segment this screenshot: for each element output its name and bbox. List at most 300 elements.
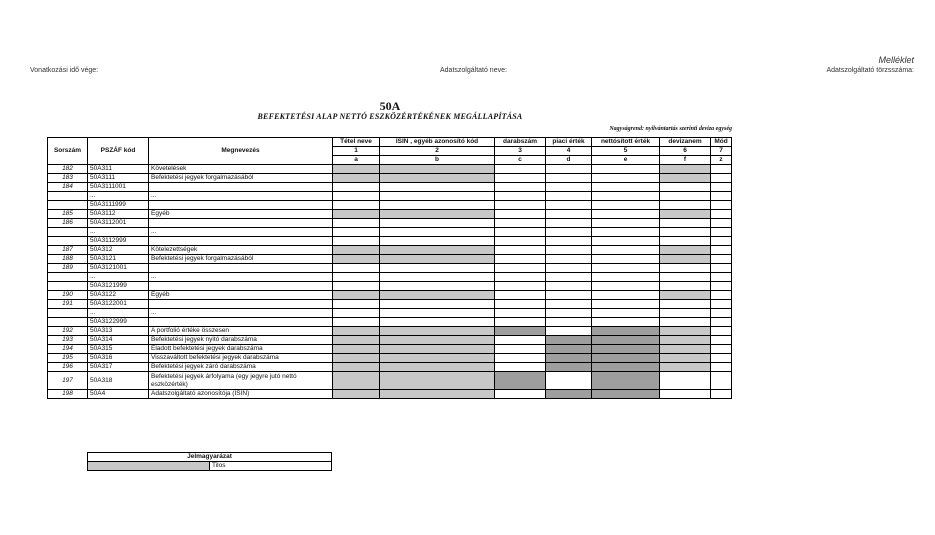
row-cell-col-3[interactable] <box>495 264 546 273</box>
row-pszaf-kod: 50A313 <box>88 327 149 336</box>
row-cell-col-7[interactable] <box>711 390 732 399</box>
nagysagrend-note: Nagyságrend: nyilvántartás szerinti deviza egység <box>609 126 732 132</box>
row-cell-col-6[interactable] <box>660 201 711 210</box>
col-1-label: Tétel neve <box>333 138 380 147</box>
row-cell-col-4 <box>546 363 592 372</box>
row-cell-col-3[interactable] <box>495 183 546 192</box>
row-cell-col-4[interactable] <box>546 228 592 237</box>
row-cell-col-2 <box>380 327 495 336</box>
row-cell-col-4[interactable] <box>546 327 592 336</box>
row-cell-col-4 <box>546 345 592 354</box>
col-3-num: 3 <box>495 147 546 156</box>
row-cell-col-3[interactable] <box>495 291 546 300</box>
row-cell-col-7[interactable] <box>711 183 732 192</box>
row-pszaf-kod: 50A3112001 <box>88 219 149 228</box>
row-cell-col-4[interactable] <box>546 309 592 318</box>
row-cell-col-1 <box>333 291 380 300</box>
col-6-label: devizanem <box>660 138 711 147</box>
row-cell-col-1 <box>333 210 380 219</box>
row-cell-col-3[interactable] <box>495 390 546 399</box>
row-cell-col-2 <box>380 345 495 354</box>
row-cell-col-1 <box>333 174 380 183</box>
legend-table <box>87 452 332 471</box>
row-cell-col-6[interactable] <box>660 273 711 282</box>
row-pszaf-kod: 50A318 <box>88 372 149 390</box>
col-4-label: piaci érték <box>546 138 592 147</box>
row-cell-col-3[interactable] <box>495 345 546 354</box>
row-pszaf-kod: 50A3121 <box>88 255 149 264</box>
table-row <box>48 354 732 363</box>
row-cell-col-5[interactable] <box>592 192 660 201</box>
row-cell-col-2 <box>380 246 495 255</box>
table-row <box>48 165 732 174</box>
row-cell-col-7[interactable] <box>711 282 732 291</box>
row-cell-col-1 <box>333 327 380 336</box>
row-cell-col-3[interactable] <box>495 318 546 327</box>
row-cell-col-3[interactable] <box>495 246 546 255</box>
row-cell-col-7[interactable] <box>711 372 732 390</box>
row-megnevezes: A portfolió értéke összesen <box>149 327 333 336</box>
row-pszaf-kod: 50A3112999 <box>88 237 149 246</box>
row-cell-col-6[interactable] <box>660 264 711 273</box>
row-pszaf-kod: 50A3121001 <box>88 264 149 273</box>
row-cell-col-6[interactable] <box>660 219 711 228</box>
row-cell-col-4 <box>546 336 592 345</box>
row-cell-col-6 <box>660 291 711 300</box>
row-megnevezes: Befektetési jegyek forgalmazásából <box>149 174 333 183</box>
row-cell-col-6[interactable] <box>660 390 711 399</box>
row-megnevezes <box>149 219 333 228</box>
row-cell-col-1 <box>333 363 380 372</box>
row-cell-col-5[interactable] <box>592 201 660 210</box>
adatszolgaltato-neve-label: Adatszolgáltató neve: <box>440 67 507 74</box>
row-sorszam: 194 <box>48 345 88 354</box>
row-cell-col-4[interactable] <box>546 282 592 291</box>
row-cell-col-6 <box>660 165 711 174</box>
row-cell-col-4 <box>546 354 592 363</box>
row-sorszam <box>48 282 88 291</box>
row-cell-col-3[interactable] <box>495 174 546 183</box>
row-cell-col-3 <box>495 327 546 336</box>
row-sorszam: 182 <box>48 165 88 174</box>
row-cell-col-7[interactable] <box>711 165 732 174</box>
col-1-letter: a <box>333 156 380 165</box>
row-cell-col-6 <box>660 246 711 255</box>
row-megnevezes: Kötelezettségek <box>149 246 333 255</box>
row-cell-col-6 <box>660 354 711 363</box>
legend-label: Tilos <box>210 462 332 471</box>
table-row <box>48 174 732 183</box>
table-row <box>48 192 732 201</box>
row-pszaf-kod: 50A3111 <box>88 174 149 183</box>
row-pszaf-kod: 50A3122 <box>88 291 149 300</box>
row-pszaf-kod: 50A3111001 <box>88 183 149 192</box>
row-megnevezes: Befektetési jegyek forgalmazásából <box>149 255 333 264</box>
header-row-labels <box>48 138 732 147</box>
row-pszaf-kod: ... <box>88 228 149 237</box>
row-cell-col-5[interactable] <box>592 282 660 291</box>
table-row <box>48 309 732 318</box>
row-cell-col-5 <box>592 372 660 390</box>
row-pszaf-kod: 50A3122999 <box>88 318 149 327</box>
form-title: BEFEKTETÉSI ALAP NETTÓ ESZKÖZÉRTÉKÉNEK MEGÁLLAPÍTÁSA <box>257 112 523 121</box>
row-cell-col-2[interactable] <box>380 183 495 192</box>
col-sorszam: Sorszám <box>48 138 88 165</box>
row-megnevezes: ... <box>149 192 333 201</box>
row-sorszam <box>48 309 88 318</box>
row-pszaf-kod: 50A314 <box>88 336 149 345</box>
row-cell-col-4[interactable] <box>546 255 592 264</box>
col-pszaf-kod: PSZÁF kód <box>88 138 149 165</box>
row-cell-col-3[interactable] <box>495 300 546 309</box>
row-cell-col-6[interactable] <box>660 228 711 237</box>
row-cell-col-7[interactable] <box>711 273 732 282</box>
legend-swatch <box>88 462 210 471</box>
row-cell-col-7[interactable] <box>711 354 732 363</box>
row-cell-col-2[interactable] <box>380 309 495 318</box>
table-row <box>48 345 732 354</box>
melleklet-label: Melléklet <box>878 55 914 65</box>
row-megnevezes <box>149 201 333 210</box>
row-cell-col-4 <box>546 390 592 399</box>
row-pszaf-kod: 50A3122001 <box>88 300 149 309</box>
row-cell-col-2[interactable] <box>380 318 495 327</box>
torzsszam-label: Adatszolgáltató törzsszáma: <box>826 67 914 74</box>
col-6-num: 6 <box>660 147 711 156</box>
row-cell-col-1 <box>333 246 380 255</box>
row-cell-col-5[interactable] <box>592 219 660 228</box>
row-cell-col-6[interactable] <box>660 300 711 309</box>
table-row <box>48 219 732 228</box>
row-sorszam: 189 <box>48 264 88 273</box>
row-cell-col-5[interactable] <box>592 165 660 174</box>
row-pszaf-kod: 50A316 <box>88 354 149 363</box>
col-4-letter: d <box>546 156 592 165</box>
row-megnevezes <box>149 183 333 192</box>
row-sorszam <box>48 192 88 201</box>
row-cell-col-5[interactable] <box>592 183 660 192</box>
row-cell-col-5[interactable] <box>592 237 660 246</box>
row-cell-col-1[interactable] <box>333 219 380 228</box>
row-megnevezes <box>149 237 333 246</box>
row-cell-col-4[interactable] <box>546 210 592 219</box>
row-sorszam: 186 <box>48 219 88 228</box>
table-row <box>48 273 732 282</box>
row-cell-col-5 <box>592 345 660 354</box>
row-cell-col-4[interactable] <box>546 372 592 390</box>
row-cell-col-5[interactable] <box>592 273 660 282</box>
row-sorszam <box>48 318 88 327</box>
table-row <box>48 291 732 300</box>
table-row <box>48 363 732 372</box>
row-cell-col-5[interactable] <box>592 210 660 219</box>
row-cell-col-2 <box>380 363 495 372</box>
row-cell-col-6[interactable] <box>660 282 711 291</box>
row-cell-col-5[interactable] <box>592 246 660 255</box>
row-cell-col-2[interactable] <box>380 219 495 228</box>
row-pszaf-kod: 50A315 <box>88 345 149 354</box>
row-pszaf-kod: ... <box>88 192 149 201</box>
row-cell-col-7[interactable] <box>711 300 732 309</box>
row-cell-col-5[interactable] <box>592 228 660 237</box>
row-cell-col-2 <box>380 210 495 219</box>
row-pszaf-kod: 50A3111999 <box>88 201 149 210</box>
col-7-letter: z <box>711 156 732 165</box>
row-cell-col-7[interactable] <box>711 210 732 219</box>
row-cell-col-2 <box>380 255 495 264</box>
legend-item <box>88 462 332 471</box>
table-body <box>48 165 732 399</box>
row-cell-col-5 <box>592 390 660 399</box>
col-5-letter: e <box>592 156 660 165</box>
row-sorszam: 183 <box>48 174 88 183</box>
row-cell-col-4[interactable] <box>546 201 592 210</box>
row-pszaf-kod: 50A312 <box>88 246 149 255</box>
row-cell-col-2[interactable] <box>380 237 495 246</box>
col-3-label: darabszám <box>495 138 546 147</box>
row-sorszam: 192 <box>48 327 88 336</box>
row-cell-col-3[interactable] <box>495 192 546 201</box>
row-sorszam <box>48 228 88 237</box>
row-cell-col-2 <box>380 336 495 345</box>
row-cell-col-6 <box>660 336 711 345</box>
row-cell-col-5[interactable] <box>592 309 660 318</box>
table-row <box>48 237 732 246</box>
row-cell-col-7[interactable] <box>711 345 732 354</box>
row-cell-col-4[interactable] <box>546 192 592 201</box>
row-cell-col-2 <box>380 372 495 390</box>
col-1-num: 1 <box>333 147 380 156</box>
row-cell-col-7[interactable] <box>711 237 732 246</box>
row-cell-col-3[interactable] <box>495 165 546 174</box>
row-cell-col-7[interactable] <box>711 219 732 228</box>
row-cell-col-7[interactable] <box>711 264 732 273</box>
row-cell-col-2 <box>380 174 495 183</box>
row-cell-col-1[interactable] <box>333 228 380 237</box>
row-cell-col-7[interactable] <box>711 255 732 264</box>
row-cell-col-3[interactable] <box>495 219 546 228</box>
row-cell-col-3[interactable] <box>495 363 546 372</box>
row-sorszam: 185 <box>48 210 88 219</box>
col-3-letter: c <box>495 156 546 165</box>
row-sorszam: 197 <box>48 372 88 390</box>
row-cell-col-2 <box>380 390 495 399</box>
row-cell-col-7[interactable] <box>711 327 732 336</box>
row-cell-col-1 <box>333 255 380 264</box>
row-cell-col-3 <box>495 372 546 390</box>
row-cell-col-4[interactable] <box>546 300 592 309</box>
row-cell-col-5[interactable] <box>592 318 660 327</box>
table-row <box>48 255 732 264</box>
row-cell-col-7[interactable] <box>711 192 732 201</box>
row-cell-col-6[interactable] <box>660 237 711 246</box>
row-cell-col-7[interactable] <box>711 228 732 237</box>
row-cell-col-6 <box>660 327 711 336</box>
row-cell-col-5 <box>592 363 660 372</box>
row-megnevezes: ... <box>149 309 333 318</box>
row-megnevezes: Befektetési jegyek árfolyama (egy jegyre jutó nettó eszközérték) <box>149 372 333 390</box>
row-cell-col-3[interactable] <box>495 273 546 282</box>
col-5-num: 5 <box>592 147 660 156</box>
row-cell-col-7[interactable] <box>711 309 732 318</box>
row-cell-col-1[interactable] <box>333 264 380 273</box>
row-sorszam: 184 <box>48 183 88 192</box>
row-sorszam: 193 <box>48 336 88 345</box>
row-cell-col-5[interactable] <box>592 300 660 309</box>
row-megnevezes: Befektetési jegyek záró darabszáma <box>149 363 333 372</box>
row-cell-col-7[interactable] <box>711 174 732 183</box>
row-cell-col-5[interactable] <box>592 291 660 300</box>
row-cell-col-1 <box>333 372 380 390</box>
row-cell-col-6[interactable] <box>660 318 711 327</box>
row-pszaf-kod: 50A4 <box>88 390 149 399</box>
row-megnevezes: Adatszolgáltató azonosítója (ISIN) <box>149 390 333 399</box>
row-cell-col-4[interactable] <box>546 219 592 228</box>
row-sorszam: 196 <box>48 363 88 372</box>
row-cell-col-4[interactable] <box>546 273 592 282</box>
row-cell-col-1 <box>333 345 380 354</box>
row-cell-col-2 <box>380 165 495 174</box>
row-cell-col-7[interactable] <box>711 201 732 210</box>
row-cell-col-3[interactable] <box>495 210 546 219</box>
row-cell-col-3[interactable] <box>495 336 546 345</box>
row-cell-col-5[interactable] <box>592 255 660 264</box>
row-sorszam: 190 <box>48 291 88 300</box>
table-row <box>48 210 732 219</box>
row-megnevezes: ... <box>149 273 333 282</box>
row-cell-col-4[interactable] <box>546 318 592 327</box>
row-cell-col-6[interactable] <box>660 372 711 390</box>
row-cell-col-7[interactable] <box>711 336 732 345</box>
col-7-label: Mód <box>711 138 732 147</box>
row-sorszam: 188 <box>48 255 88 264</box>
table-row <box>48 264 732 273</box>
row-cell-col-3[interactable] <box>495 309 546 318</box>
table-row <box>48 318 732 327</box>
row-cell-col-1[interactable] <box>333 309 380 318</box>
row-cell-col-1[interactable] <box>333 318 380 327</box>
row-cell-col-5 <box>592 354 660 363</box>
row-cell-col-1 <box>333 354 380 363</box>
row-cell-col-1 <box>333 336 380 345</box>
row-cell-col-2[interactable] <box>380 228 495 237</box>
row-cell-col-1[interactable] <box>333 300 380 309</box>
row-sorszam: 198 <box>48 390 88 399</box>
col-4-num: 4 <box>546 147 592 156</box>
row-cell-col-4[interactable] <box>546 246 592 255</box>
row-cell-col-3[interactable] <box>495 228 546 237</box>
row-cell-col-6 <box>660 255 711 264</box>
row-megnevezes <box>149 264 333 273</box>
row-cell-col-1[interactable] <box>333 183 380 192</box>
row-cell-col-3[interactable] <box>495 282 546 291</box>
row-megnevezes: Követelések <box>149 165 333 174</box>
row-sorszam <box>48 273 88 282</box>
row-cell-col-2[interactable] <box>380 264 495 273</box>
row-cell-col-1[interactable] <box>333 273 380 282</box>
col-7-num: 7 <box>711 147 732 156</box>
row-cell-col-5[interactable] <box>592 174 660 183</box>
row-pszaf-kod: 50A3121999 <box>88 282 149 291</box>
row-cell-col-4[interactable] <box>546 291 592 300</box>
row-cell-col-6[interactable] <box>660 183 711 192</box>
table-row <box>48 282 732 291</box>
col-2-label: ISIN , egyéb azonosító kód <box>380 138 495 147</box>
row-pszaf-kod: 50A311 <box>88 165 149 174</box>
row-cell-col-6[interactable] <box>660 192 711 201</box>
row-cell-col-7[interactable] <box>711 363 732 372</box>
row-cell-col-4[interactable] <box>546 165 592 174</box>
row-cell-col-3[interactable] <box>495 201 546 210</box>
row-cell-col-2[interactable] <box>380 282 495 291</box>
col-6-letter: f <box>660 156 711 165</box>
row-cell-col-1[interactable] <box>333 192 380 201</box>
main-table <box>47 137 732 399</box>
row-cell-col-4[interactable] <box>546 183 592 192</box>
row-cell-col-1 <box>333 165 380 174</box>
table-row <box>48 246 732 255</box>
row-cell-col-6[interactable] <box>660 309 711 318</box>
row-cell-col-1[interactable] <box>333 237 380 246</box>
row-cell-col-5[interactable] <box>592 264 660 273</box>
row-cell-col-2[interactable] <box>380 273 495 282</box>
row-cell-col-2[interactable] <box>380 300 495 309</box>
table-row <box>48 201 732 210</box>
row-megnevezes <box>149 282 333 291</box>
row-cell-col-1[interactable] <box>333 201 380 210</box>
row-cell-col-4[interactable] <box>546 174 592 183</box>
row-cell-col-4[interactable] <box>546 264 592 273</box>
row-pszaf-kod: ... <box>88 309 149 318</box>
row-cell-col-7[interactable] <box>711 246 732 255</box>
row-megnevezes: Egyéb <box>149 210 333 219</box>
row-sorszam: 191 <box>48 300 88 309</box>
row-cell-col-2 <box>380 291 495 300</box>
table-row <box>48 228 732 237</box>
row-megnevezes: ... <box>149 228 333 237</box>
row-sorszam: 187 <box>48 246 88 255</box>
row-cell-col-2[interactable] <box>380 192 495 201</box>
row-sorszam <box>48 201 88 210</box>
table-row <box>48 183 732 192</box>
col-megnevezes: Megnevezés <box>149 138 333 165</box>
row-megnevezes <box>149 318 333 327</box>
row-cell-col-3[interactable] <box>495 255 546 264</box>
row-cell-col-7[interactable] <box>711 291 732 300</box>
table-row <box>48 372 732 390</box>
row-cell-col-6 <box>660 345 711 354</box>
row-cell-col-3[interactable] <box>495 354 546 363</box>
row-cell-col-5 <box>592 327 660 336</box>
row-cell-col-6 <box>660 210 711 219</box>
row-sorszam <box>48 237 88 246</box>
row-cell-col-2[interactable] <box>380 201 495 210</box>
table-row <box>48 327 732 336</box>
col-2-num: 2 <box>380 147 495 156</box>
row-sorszam: 195 <box>48 354 88 363</box>
row-pszaf-kod: 50A317 <box>88 363 149 372</box>
legend-title: Jelmagyarázat <box>88 453 332 462</box>
row-cell-col-7[interactable] <box>711 318 732 327</box>
col-2-letter: b <box>380 156 495 165</box>
row-cell-col-6 <box>660 174 711 183</box>
row-cell-col-2 <box>380 354 495 363</box>
row-cell-col-1[interactable] <box>333 282 380 291</box>
row-cell-col-4[interactable] <box>546 237 592 246</box>
row-pszaf-kod: 50A3112 <box>88 210 149 219</box>
col-5-label: nettósított érték <box>592 138 660 147</box>
row-cell-col-3[interactable] <box>495 237 546 246</box>
